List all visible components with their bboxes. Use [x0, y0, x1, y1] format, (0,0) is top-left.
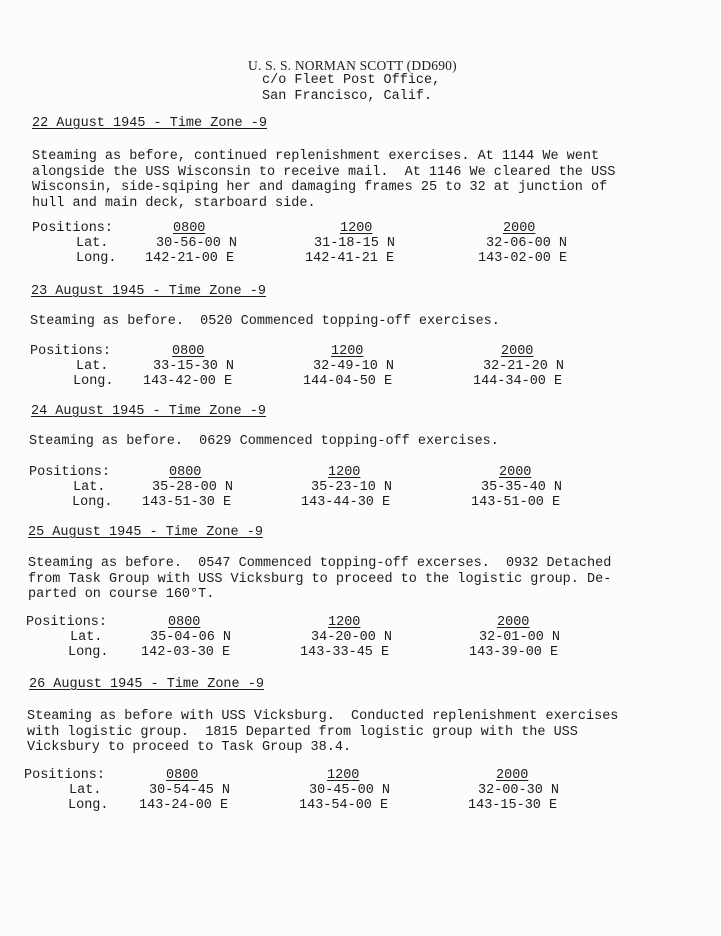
- time-0800: 0800: [166, 768, 199, 783]
- long-0800: 142-03-30 E: [141, 645, 231, 660]
- time-0800: 0800: [169, 465, 202, 480]
- body-line: Steaming as before, continued replenishment exercises. At 1144 We went: [32, 149, 600, 164]
- body-line: hull and main deck, starboard side.: [32, 195, 316, 211]
- time-2000: 2000: [501, 344, 534, 359]
- long-label: Long.: [68, 798, 109, 813]
- long-2000: 144-34-00 E: [473, 374, 563, 389]
- lat-0800: 30-54-45 N: [149, 783, 231, 798]
- lat-1200: 35-23-10 N: [311, 480, 393, 495]
- time-1200: 1200: [328, 465, 361, 480]
- positions-table: [0, 465, 721, 515]
- address-line-1: c/o Fleet Post Office,: [262, 73, 441, 88]
- positions-label: Positions:: [29, 465, 111, 480]
- long-label: Long.: [73, 374, 114, 389]
- entry-heading: 23 August 1945 - Time Zone -9: [31, 284, 266, 299]
- long-2000: 143-02-00 E: [478, 251, 568, 266]
- long-2000: 143-39-00 E: [469, 645, 559, 660]
- body-line: Wisconsin, side-sqiping her and damaging frames 25 to 32 at junction of: [32, 180, 608, 195]
- entry-body: [29, 434, 499, 450]
- entry-heading: 25 August 1945 - Time Zone -9: [28, 525, 263, 540]
- ship-name: U. S. S. NORMAN SCOTT (DD690): [248, 58, 457, 73]
- positions-label: Positions:: [32, 221, 114, 236]
- long-2000: 143-15-30 E: [468, 798, 558, 813]
- entry-body: [32, 149, 615, 211]
- body-line: Steaming as before. 0547 Commenced topping-off excerses. 0932 Detached: [28, 556, 612, 571]
- long-1200: 143-44-30 E: [301, 495, 391, 510]
- long-0800: 143-51-30 E: [142, 495, 232, 510]
- long-0800: 143-42-00 E: [143, 374, 233, 389]
- lat-1200: 30-45-00 N: [309, 783, 391, 798]
- long-1200: 142-41-21 E: [305, 251, 395, 266]
- entry-heading: 24 August 1945 - Time Zone -9: [31, 404, 266, 419]
- lat-2000: 32-21-20 N: [483, 359, 565, 374]
- lat-label: Lat.: [73, 480, 106, 495]
- entry-body: [30, 314, 500, 330]
- entry-heading: 22 August 1945 - Time Zone -9: [32, 116, 267, 131]
- positions-table: [0, 221, 721, 271]
- positions-table: [0, 615, 721, 665]
- time-0800: 0800: [168, 615, 201, 630]
- entry-body: [27, 709, 618, 756]
- lat-1200: 34-20-00 N: [311, 630, 393, 645]
- lat-2000: 35-35-40 N: [481, 480, 563, 495]
- lat-0800: 35-28-00 N: [152, 480, 234, 495]
- long-0800: 142-21-00 E: [145, 251, 235, 266]
- positions-label: Positions:: [26, 615, 108, 630]
- time-1200: 1200: [340, 221, 373, 236]
- long-label: Long.: [72, 495, 113, 510]
- body-line: Steaming as before with USS Vicksburg. Conducted replenishment exercises: [27, 709, 619, 724]
- long-1200: 144-04-50 E: [303, 374, 393, 389]
- time-0800: 0800: [173, 221, 206, 236]
- lat-label: Lat.: [70, 630, 103, 645]
- long-2000: 143-51-00 E: [471, 495, 561, 510]
- time-1200: 1200: [327, 768, 360, 783]
- time-1200: 1200: [328, 615, 361, 630]
- lat-1200: 31-18-15 N: [314, 236, 396, 251]
- long-label: Long.: [68, 645, 109, 660]
- lat-0800: 33-15-30 N: [153, 359, 235, 374]
- entry-heading: 26 August 1945 - Time Zone -9: [29, 677, 264, 692]
- lat-0800: 35-04-06 N: [150, 630, 232, 645]
- positions-table: [0, 768, 721, 818]
- positions-label: Positions:: [30, 344, 112, 359]
- body-line: from Task Group with USS Vicksburg to proceed to the logistic group. De-: [28, 571, 612, 587]
- positions-label: Positions:: [24, 768, 106, 783]
- lat-label: Lat.: [76, 359, 109, 374]
- time-2000: 2000: [503, 221, 536, 236]
- time-1200: 1200: [331, 344, 364, 359]
- time-0800: 0800: [172, 344, 205, 359]
- body-line: alongside the USS Wisconsin to receive mail. At 1146 We cleared the USS: [32, 164, 616, 180]
- positions-table: [0, 344, 721, 394]
- lat-label: Lat.: [69, 783, 102, 798]
- body-line: Steaming as before. 0520 Commenced topping-off exercises.: [30, 314, 500, 329]
- lat-label: Lat.: [76, 236, 109, 251]
- lat-2000: 32-01-00 N: [479, 630, 561, 645]
- long-label: Long.: [76, 251, 117, 266]
- body-line: Vicksbury to proceed to Task Group 38.4.: [27, 740, 352, 755]
- long-1200: 143-33-45 E: [300, 645, 390, 660]
- entry-body: [28, 556, 611, 603]
- time-2000: 2000: [497, 615, 530, 630]
- time-2000: 2000: [499, 465, 532, 480]
- body-line: with logistic group. 1815 Departed from logistic group with the USS: [27, 724, 578, 740]
- address-line-2: San Francisco, Calif.: [262, 89, 433, 104]
- time-2000: 2000: [496, 768, 529, 783]
- lat-2000: 32-00-30 N: [478, 783, 560, 798]
- lat-0800: 30-56-00 N: [156, 236, 238, 251]
- lat-2000: 32-06-00 N: [486, 236, 568, 251]
- long-1200: 143-54-00 E: [299, 798, 389, 813]
- body-line: parted on course 160°T.: [28, 587, 215, 602]
- lat-1200: 32-49-10 N: [313, 359, 395, 374]
- body-line: Steaming as before. 0629 Commenced topping-off exercises.: [29, 434, 499, 449]
- long-0800: 143-24-00 E: [139, 798, 229, 813]
